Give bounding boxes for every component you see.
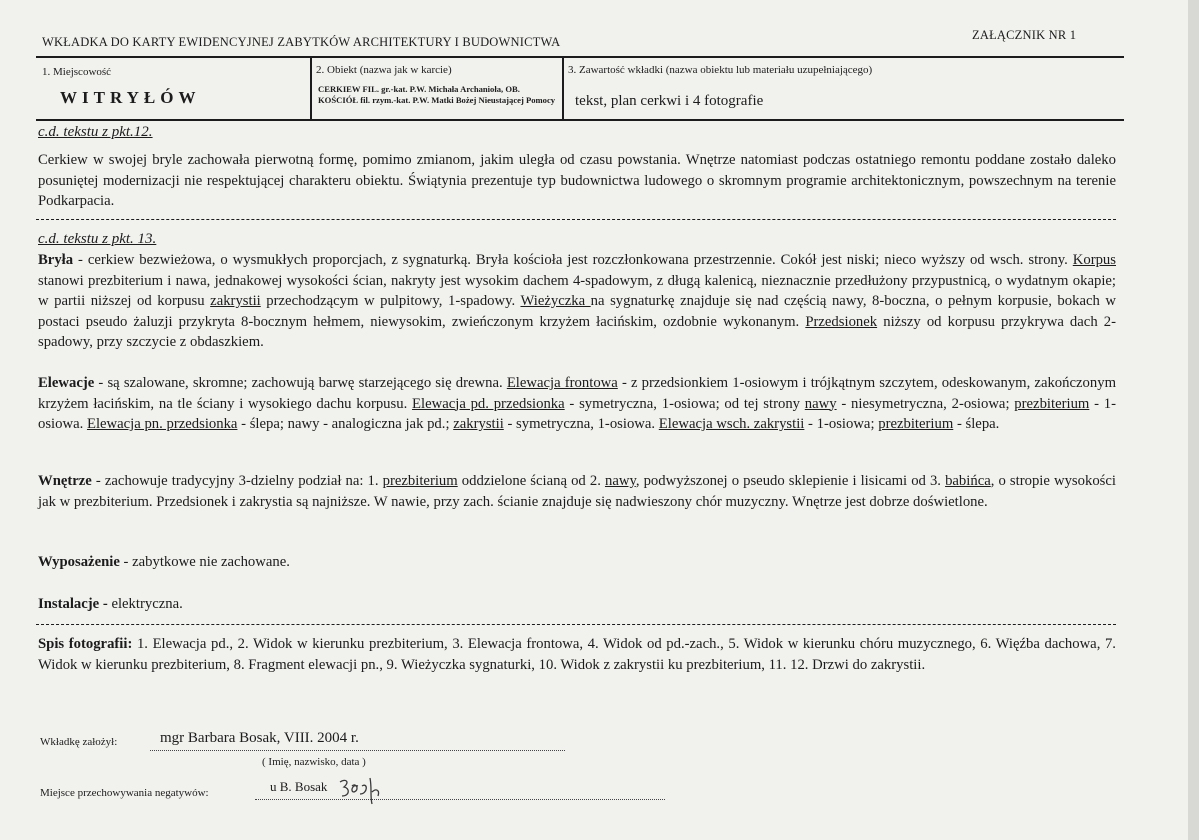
- handwritten-signature: [336, 774, 388, 806]
- bryla-text: niższy od korpusu przykrywa dach 2-spadowy, przy szczycie z obdaszkiem.: [38, 313, 1116, 350]
- instalacje-label: Instalacje -: [38, 596, 108, 612]
- content-label: 3. Zawartość wkładki (nazwa obiektu lub materiału uzupełniającego): [568, 64, 873, 76]
- photos-paragraph: [38, 634, 1116, 675]
- nawy-term: nawy: [804, 395, 837, 412]
- wyposazenie-paragraph: [38, 552, 1116, 573]
- form-title: WKŁADKA DO KARTY EWIDENCYJNEJ ZABYTKÓW ARCHITEKTURY I BUDOWNICTWA: [42, 35, 561, 49]
- elewacje-paragraph: [38, 373, 1116, 435]
- bryla-text: na sygnaturkę znajduje się nad częścią nawy, 8-boczna, o pełnym korpusie, bokach w postaci pseudo żaluzji przykryta 8-bocznym hełmem, niewysokim, zwieńczonym krzyżem łacińskim, ozdobnie wykonanym.: [38, 293, 1116, 330]
- elewacje-text: - są szalowane, skromne; zachowują barwę starzejącego się drewna.: [94, 375, 507, 391]
- wnetrze-text: , podwyższonej o pseudo sklepienie i lisicami od 3.: [635, 473, 946, 489]
- wyposazenie-label: Wyposażenie: [38, 554, 120, 570]
- place-label: 1. Miejscowość: [42, 66, 112, 78]
- instalacje-text: elektryczna.: [107, 596, 183, 612]
- wyposazenie-text: - zabytkowe nie zachowane.: [119, 554, 290, 570]
- elewacja-pn-term: Elewacja pn. przedsionka: [86, 416, 238, 432]
- elewacje-text: - symetryczna, 1-osiowa; od tej strony: [564, 395, 805, 412]
- wiezyczka-term: Wieżyczka: [520, 293, 591, 309]
- author-hint: ( Imię, nazwisko, data ): [262, 756, 366, 768]
- elewacje-text: - ślepa.: [953, 416, 1000, 432]
- elewacje-label: Elewacje: [38, 375, 95, 391]
- section-13-heading: c.d. tekstu z pkt. 13.: [38, 231, 157, 247]
- attachment-number: ZAŁĄCZNIK NR 1: [972, 28, 1077, 42]
- instalacje-paragraph: [38, 594, 1116, 615]
- bryla-label: Bryła: [38, 252, 74, 268]
- content-value: tekst, plan cerkwi i 4 fotografie: [575, 93, 764, 109]
- prezbiterium-term: prezbiterium: [1014, 395, 1090, 412]
- object-label: 2. Obiekt (nazwa jak w karcie): [316, 64, 452, 76]
- wnetrze-text: - zachowuje tradycyjny 3-dzielny podział na: 1.: [91, 473, 383, 489]
- dashed-divider-1: [36, 219, 1116, 220]
- zakrystii-term: zakrystii: [453, 416, 504, 432]
- nawy-term: nawy: [604, 473, 636, 489]
- elewacja-pd-term: Elewacja pd. przedsionka: [412, 395, 565, 412]
- elewacje-text: - ślepa; nawy - analogiczna jak pd.;: [237, 416, 454, 432]
- object-value: CERKIEW FIL. gr.-kat. P.W. Michała Archanioła, OB. KOŚCIÓŁ fil. rzym.-kat. P.W. Matki Bożej Nieustającej Pomocy: [318, 84, 556, 105]
- elewacje-text: - symetryczna, 1-osiowa.: [503, 416, 659, 432]
- wnetrze-text: oddzielone ścianą od 2.: [457, 473, 605, 489]
- table-divider-2: [562, 57, 564, 120]
- elewacja-wsch-term: Elewacja wsch. zakrystii: [658, 416, 805, 432]
- przedsionek-term: Przedsionek: [805, 313, 878, 330]
- bryla-text: przechodzącym w pulpitowy, 1-spadowy.: [260, 293, 521, 309]
- korpus-term: Korpus: [1072, 252, 1116, 268]
- author-label: Wkładkę założył:: [40, 736, 118, 748]
- zakrystia-term: zakrystii: [210, 293, 261, 309]
- bryla-text: - cerkiew bezwieżowa, o wysmukłych proporcjach, z sygnaturką. Bryła kościoła jest rozczłonkowana przestrzennie. Cokół jest niski; nieco wyższy od wsch. strony.: [73, 252, 1073, 268]
- photos-label: Spis fotografii:: [38, 636, 133, 652]
- storage-line: [255, 799, 665, 800]
- section-12-heading: c.d. tekstu z pkt.12.: [38, 124, 153, 140]
- place-value: WITRYŁÓW: [60, 88, 201, 107]
- bryla-text: stanowi prezbiterium i nawa, jednakowej wysokości ścian, nakryty jest wysokim dachem 4-spadowym, z długą kalenicą, nieznacznie przedłużony przypustnicą, o wydatnym okapie; w partii niższej od korpusu: [38, 272, 1116, 309]
- bryla-paragraph: [38, 250, 1116, 353]
- table-top-rule: [36, 56, 1124, 58]
- wnetrze-text: , o stropie wysokości jak w prezbiterium. Przedsionek i zakrystia są najniższe. W nawie, przy zach. ścianie znajduje się nadwieszony chór muzyczny. Wnętrze jest dobrze doświetlone.: [38, 473, 1116, 510]
- prezbiterium-term: prezbiterium: [878, 416, 954, 432]
- wnetrze-paragraph: [38, 471, 1116, 512]
- elewacje-text: - 1-osiowa;: [804, 416, 879, 432]
- wnetrze-label: Wnętrze: [38, 473, 92, 489]
- section-12-text: Cerkiew w swojej bryle zachowała pierwotną formę, pomimo zmianom, jakim uległa od czasu powstania. Wnętrze natomiast podczas ostatniego remontu poddane zostało daleko posuniętej modernizacji nie respektującej charakteru obiektu. Świątynia prezentuje typ budownictwa ludowego o skromnym programie architektonicznym, powszechnym na terenie Podkarpacia.: [38, 152, 1116, 209]
- storage-value: u B. Bosak: [270, 779, 328, 794]
- elewacje-text: - niesymetryczna, 2-osiowa;: [836, 395, 1015, 412]
- elewacje-text: - 1-osiowa.: [38, 395, 1116, 432]
- author-line: [150, 750, 565, 751]
- elewacje-text: - z przedsionkiem 1-osiowym i trójkątnym szczytem, odeskowanym, zakończonym krzyżem łacińskim, na tle ściany i wysokiego dachu korpusu.: [38, 375, 1116, 412]
- author-value: mgr Barbara Bosak, VIII. 2004 r.: [160, 730, 359, 746]
- photos-text: 1. Elewacja pd., 2. Widok w kierunku prezbiterium, 3. Elewacja frontowa, 4. Widok od pd.-zach., 5. Widok w kierunku chóru muzycznego, 6. Więźba dachowa, 7. Widok w kierunku prezbiterium, 8. Fragment elewacji pn., 9. Wieżyczka sygnaturki, 10. Widok z zakrystii ku prezbiterium, 11. 12. Drzwi do zakrystii.: [38, 636, 1116, 673]
- babinca-term: babińca: [945, 473, 991, 489]
- dashed-divider-2: [36, 624, 1116, 625]
- table-bottom-rule: [36, 119, 1124, 121]
- prezbiterium-term: prezbiterium: [382, 473, 458, 489]
- elewacja-frontowa-term: Elewacja frontowa: [506, 375, 618, 391]
- storage-label: Miejsce przechowywania negatywów:: [40, 787, 209, 799]
- scan-edge: [1188, 0, 1199, 840]
- table-divider-1: [310, 57, 312, 120]
